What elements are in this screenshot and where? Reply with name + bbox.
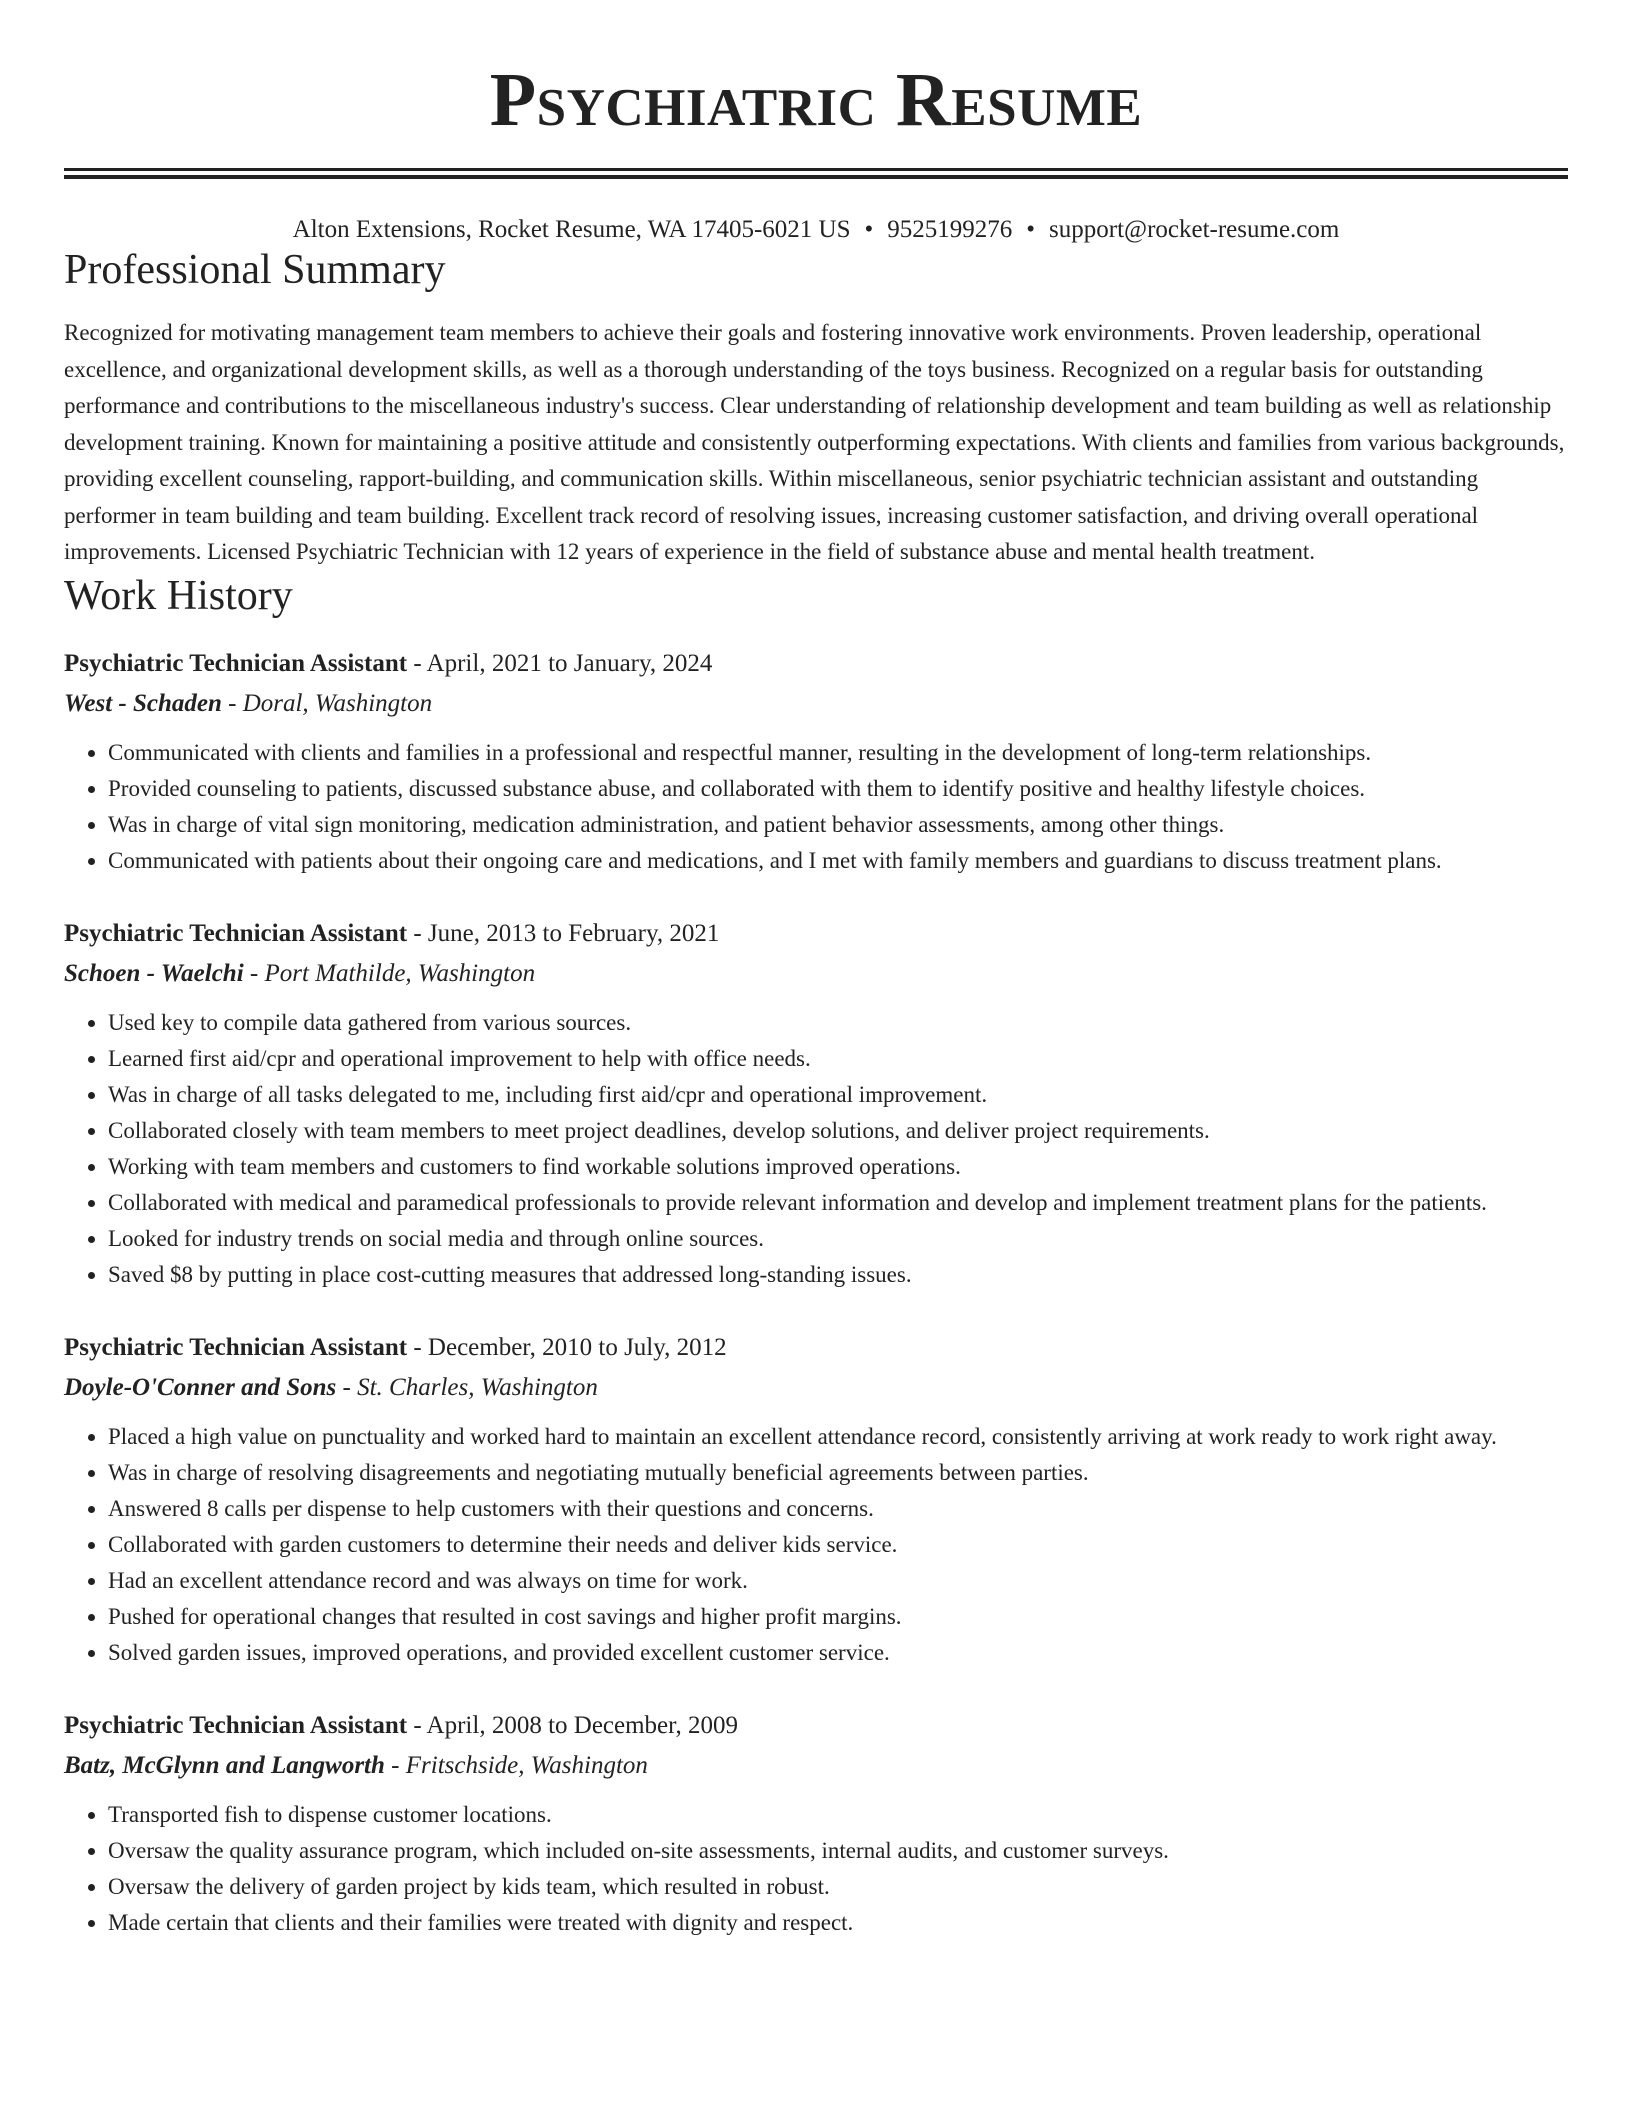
job-entry (64, 1711, 1568, 1941)
duty-list (64, 1005, 1568, 1293)
duty-item: • Looked for industry trends on social media and through online sources. (108, 1221, 1568, 1257)
company-location: Doral, Washington (242, 690, 433, 718)
title-double-rule (64, 168, 1568, 179)
duty-item: • Communicated with clients and families in a professional and respectful manner, resulting in the development of long-term relationships. (108, 735, 1568, 771)
job-title-dash: - (407, 650, 427, 678)
job-title: Psychiatric Technician Assistant (64, 920, 408, 948)
duty-item: • Used key to compile data gathered from various sources. (108, 1005, 1568, 1041)
duty-item: • Made certain that clients and their families were treated with dignity and respect. (108, 1905, 1568, 1941)
contact-phone: 9525199276 (887, 216, 1013, 243)
company-line (64, 689, 1568, 719)
job-title: Psychiatric Technician Assistant (64, 1334, 408, 1362)
duty-item: • Oversaw the delivery of garden project by kids team, which resulted in robust. (108, 1869, 1568, 1905)
company-location: Port Mathilde, Washington (264, 960, 536, 988)
duty-item: • Saved $8 by putting in place cost-cutting measures that addressed long-standing issues. (108, 1257, 1568, 1293)
job-dates: June, 2013 to February, 2021 (427, 920, 720, 948)
job-title-line (64, 649, 1568, 679)
duty-item: • Was in charge of all tasks delegated to me, including first aid/cpr and operational improvement. (108, 1077, 1568, 1113)
company-name: Doyle-O'Conner and Sons (64, 1374, 337, 1402)
company-name: West - Schaden (64, 690, 222, 718)
duty-item: • Collaborated with medical and paramedical professionals to provide relevant information and develop and implement treatment plans for the patients. (108, 1185, 1568, 1221)
duty-item: • Placed a high value on punctuality and worked hard to maintain an excellent attendance record, consistently arriving at work ready to work right away. (108, 1419, 1568, 1455)
duty-item: • Oversaw the quality assurance program, which included on-site assessments, internal audits, and customer surveys. (108, 1833, 1568, 1869)
contact-line (64, 215, 1568, 245)
duty-item: • Collaborated closely with team members to meet project deadlines, develop solutions, and deliver project requirements. (108, 1113, 1568, 1149)
company-dash: - (243, 960, 265, 988)
duty-item: • Solved garden issues, improved operations, and provided excellent customer service. (108, 1635, 1568, 1671)
contact-separator: • (1026, 216, 1036, 243)
job-entry (64, 649, 1568, 879)
job-dates: April, 2021 to January, 2024 (426, 650, 713, 678)
duty-item: • Communicated with patients about their ongoing care and medications, and I met with family members and guardians to discuss treatment plans. (108, 843, 1568, 879)
work-history-heading: Work History (64, 572, 293, 619)
duty-item: • Learned first aid/cpr and operational improvement to help with office needs. (108, 1041, 1568, 1077)
summary-heading: Professional Summary (64, 247, 446, 293)
summary-text: Recognized for motivating management team members to achieve their goals and fostering innovative work environments. Proven leadership, operational excellence, and organizational development skills, as well as a thorough understanding of the toys business. Recognized on a regular basis for outstanding performance and contributions to the miscellaneous industry's success. Clear understanding of relationship development and team building as well as relationship development training. Known for maintaining a positive attitude and consistently outperforming expectations. With clients and families from various backgrounds, providing excellent counseling, rapport-building, and communication skills. Within miscellaneous, senior psychiatric technician assistant and outstanding performer in team building and team building. Excellent track record of resolving issues, increasing customer satisfaction, and driving overall operational improvements. Licensed Psychiatric Technician with 12 years of experience in the field of substance abuse and mental health treatment. (64, 320, 1565, 565)
duty-item: • Working with team members and customers to find workable solutions improved operations. (108, 1149, 1568, 1185)
contact-address: Alton Extensions, Rocket Resume, WA 17405-6021 US (292, 216, 851, 243)
job-title: Psychiatric Technician Assistant (64, 1712, 408, 1740)
work-history-list (64, 649, 1568, 1941)
duty-list (64, 1419, 1568, 1671)
job-title-line (64, 919, 1568, 949)
company-dash: - (221, 690, 243, 718)
resume-title: Psychiatric Resume (489, 58, 1143, 142)
job-entry (64, 919, 1568, 1293)
contact-email: support@rocket-resume.com (1049, 216, 1340, 243)
company-line (64, 959, 1568, 989)
company-line (64, 1373, 1568, 1403)
job-title: Psychiatric Technician Assistant (64, 650, 408, 678)
job-entry (64, 1333, 1568, 1671)
duty-list (64, 1797, 1568, 1941)
job-title-line (64, 1333, 1568, 1363)
company-location: Fritschside, Washington (405, 1752, 648, 1780)
company-line (64, 1751, 1568, 1781)
company-dash: - (384, 1752, 406, 1780)
duty-item: • Pushed for operational changes that resulted in cost savings and higher profit margins. (108, 1599, 1568, 1635)
job-dates: April, 2008 to December, 2009 (426, 1712, 738, 1740)
contact-separator: • (864, 216, 874, 243)
job-title-dash: - (407, 920, 428, 948)
company-dash: - (336, 1374, 358, 1402)
duty-list (64, 735, 1568, 879)
company-name: Batz, McGlynn and Langworth (64, 1752, 385, 1780)
duty-item: • Was in charge of resolving disagreements and negotiating mutually beneficial agreements between parties. (108, 1455, 1568, 1491)
company-location: St. Charles, Washington (357, 1374, 598, 1402)
duty-item: • Had an excellent attendance record and was always on time for work. (108, 1563, 1568, 1599)
duty-item: • Answered 8 calls per dispense to help customers with their questions and concerns. (108, 1491, 1568, 1527)
company-name: Schoen - Waelchi (64, 960, 244, 988)
duty-item: • Collaborated with garden customers to determine their needs and deliver kids service. (108, 1527, 1568, 1563)
job-dates: December, 2010 to July, 2012 (427, 1334, 727, 1362)
duty-item: • Transported fish to dispense customer locations. (108, 1797, 1568, 1833)
duty-item: • Was in charge of vital sign monitoring, medication administration, and patient behavior assessments, among other things. (108, 807, 1568, 843)
job-title-dash: - (407, 1712, 427, 1740)
job-title-line (64, 1711, 1568, 1741)
duty-item: • Provided counseling to patients, discussed substance abuse, and collaborated with them to identify positive and healthy lifestyle choices. (108, 771, 1568, 807)
job-title-dash: - (407, 1334, 428, 1362)
